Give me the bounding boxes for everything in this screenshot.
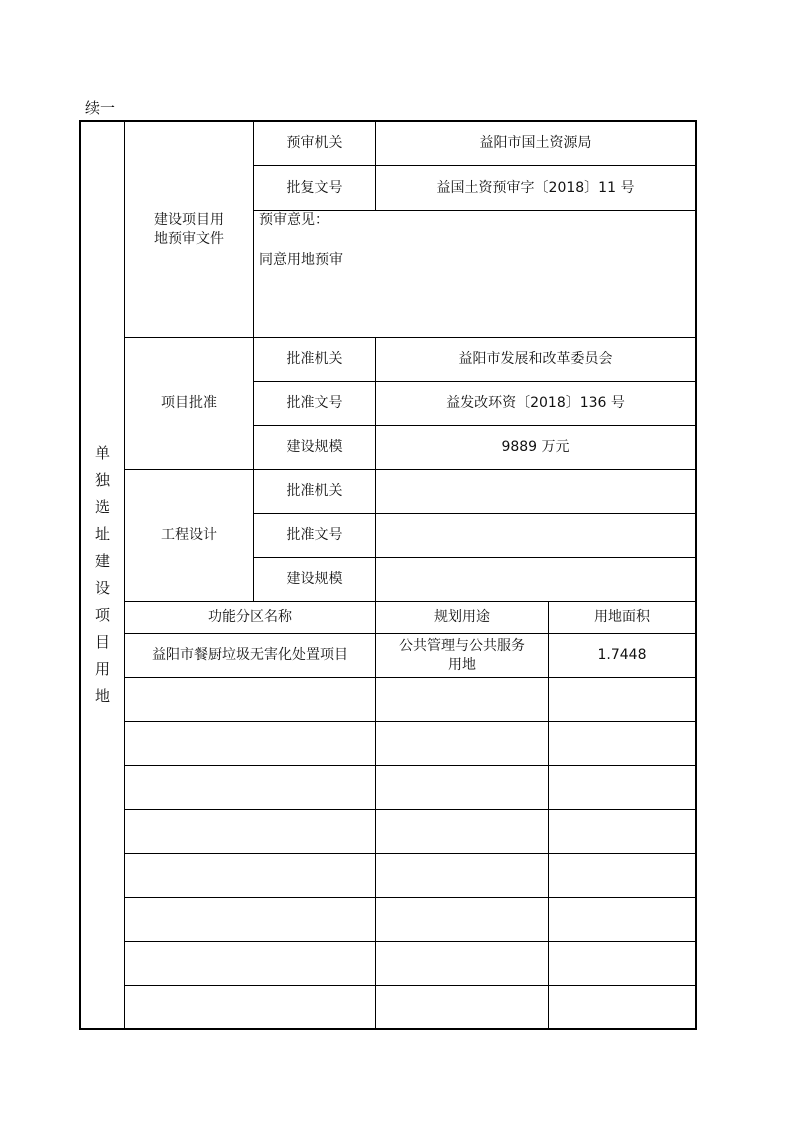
field-label: 批复文号 xyxy=(286,179,343,196)
opinion-text: 同意用地预审 xyxy=(259,252,343,268)
planned-use-line: 公共管理与公共服务 xyxy=(399,637,525,654)
column-header-land-area: 用地面积 xyxy=(594,609,650,626)
side-title-char: 目 xyxy=(94,633,110,651)
table-divider xyxy=(124,853,695,854)
side-title xyxy=(81,122,124,1028)
preapproval-opinion xyxy=(259,211,343,269)
field-value xyxy=(376,514,695,557)
column-header-zone-name: 功能分区名称 xyxy=(208,609,292,626)
table-divider xyxy=(124,941,695,942)
field-label: 批准文号 xyxy=(286,395,343,412)
side-title-char: 选 xyxy=(94,498,110,516)
table-row-land-area: 1.7448 xyxy=(597,647,647,664)
field-value xyxy=(376,558,695,601)
field-label: 批准机关 xyxy=(286,351,343,368)
field-label: 批准机关 xyxy=(286,483,343,500)
side-title-char: 用 xyxy=(94,660,110,678)
field-value: 9889 万元 xyxy=(501,439,570,456)
table-divider xyxy=(124,985,695,986)
preapproval-section-title xyxy=(125,122,253,337)
side-title-char: 建 xyxy=(94,552,110,570)
planned-use-line: 用地 xyxy=(448,656,476,673)
preapproval-title-line: 地预审文件 xyxy=(154,230,224,247)
preapproval-title-line: 建设项目用 xyxy=(154,211,224,228)
table-divider xyxy=(124,721,695,722)
table-row-zone-name: 益阳市餐厨垃圾无害化处置项目 xyxy=(152,647,348,664)
table-divider xyxy=(124,765,695,766)
table-divider xyxy=(124,677,695,678)
side-title-char: 单 xyxy=(94,444,110,462)
side-title-char: 设 xyxy=(94,579,110,597)
field-value: 益国土资预审字〔2018〕11 号 xyxy=(436,179,635,196)
table-row-planned-use xyxy=(376,634,548,677)
side-title-char: 地 xyxy=(94,687,110,705)
field-label: 批准文号 xyxy=(286,527,343,544)
field-value: 益发改环资〔2018〕136 号 xyxy=(446,395,625,412)
field-label: 预审机关 xyxy=(286,135,343,152)
field-value xyxy=(376,470,695,513)
table-divider xyxy=(124,809,695,810)
side-title-char: 项 xyxy=(94,606,110,624)
field-value: 益阳市发展和改革委员会 xyxy=(458,351,613,368)
project-approval-section-title: 项目批准 xyxy=(161,395,217,412)
continued-label: 续一 xyxy=(85,99,116,117)
column-header-planned-use: 规划用途 xyxy=(434,609,490,626)
engineering-design-section-title: 工程设计 xyxy=(161,527,217,544)
side-title-char: 独 xyxy=(94,471,110,489)
field-value: 益阳市国土资源局 xyxy=(479,135,592,152)
field-label: 建设规模 xyxy=(286,439,343,456)
opinion-label: 预审意见： xyxy=(259,212,329,228)
side-title-char: 址 xyxy=(94,525,110,543)
field-label: 建设规模 xyxy=(286,571,343,588)
table-divider xyxy=(124,897,695,898)
